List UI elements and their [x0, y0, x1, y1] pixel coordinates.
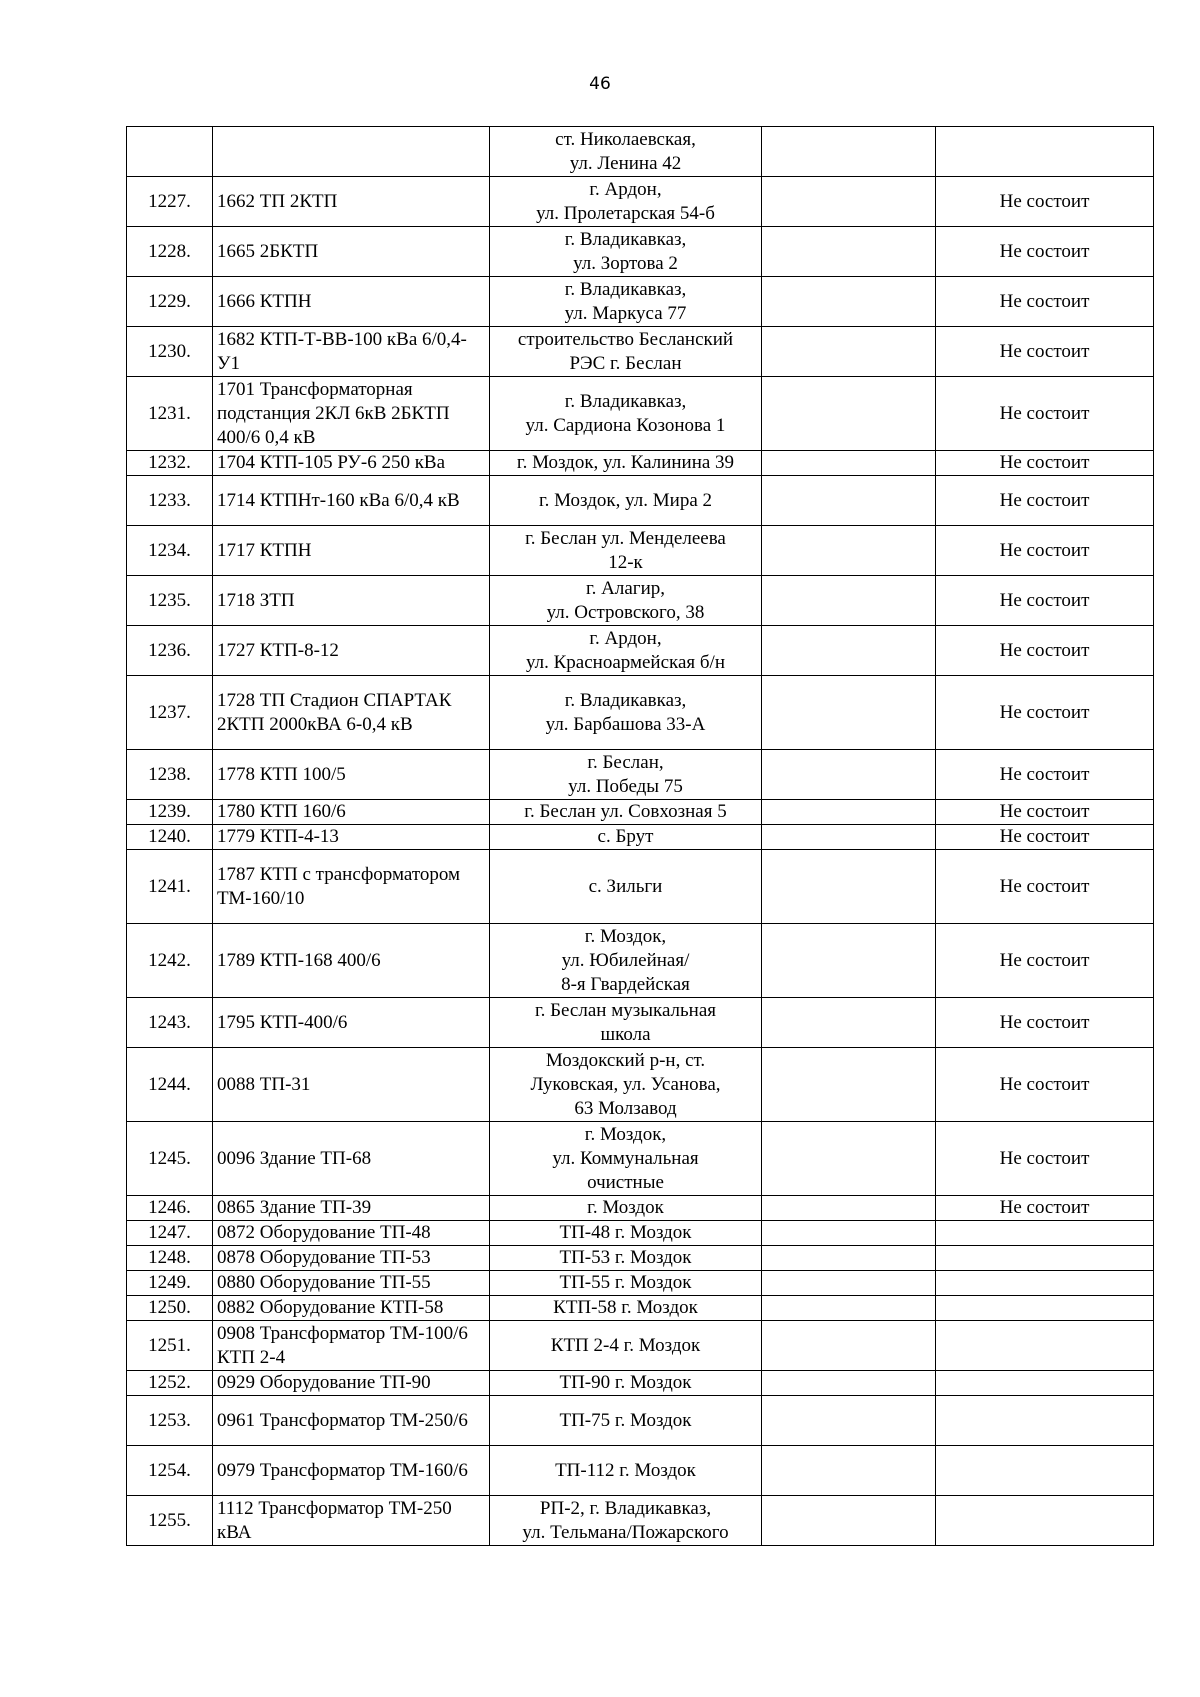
row-number: 1247.	[127, 1221, 213, 1246]
object-address: г. Беслан ул. Менделеева 12-к	[490, 526, 762, 576]
object-status: Не состоит	[936, 800, 1154, 825]
object-name: 1704 КТП-105 РУ-6 250 кВа	[213, 451, 490, 476]
row-number: 1239.	[127, 800, 213, 825]
object-status: Не состоит	[936, 476, 1154, 526]
object-address: г. Беслан, ул. Победы 75	[490, 750, 762, 800]
empty-cell	[762, 750, 936, 800]
object-address: г. Ардон, ул. Красноармейская б/н	[490, 626, 762, 676]
row-number: 1250.	[127, 1296, 213, 1321]
object-status: Не состоит	[936, 1122, 1154, 1196]
table-row	[127, 750, 1154, 800]
object-status: Не состоит	[936, 750, 1154, 800]
object-address: ТП-48 г. Моздок	[490, 1221, 762, 1246]
object-address: с. Зильги	[490, 850, 762, 924]
table-row	[127, 227, 1154, 277]
table-row	[127, 1321, 1154, 1371]
empty-cell	[762, 1221, 936, 1246]
table-row	[127, 676, 1154, 750]
table-row	[127, 800, 1154, 825]
table-row	[127, 850, 1154, 924]
object-name: 1718 ЗТП	[213, 576, 490, 626]
empty-cell	[762, 526, 936, 576]
object-name: 1714 КТПНт-160 кВа 6/0,4 кВ	[213, 476, 490, 526]
object-address: г. Моздок	[490, 1196, 762, 1221]
object-address: г. Владикавказ, ул. Маркуса 77	[490, 277, 762, 327]
table-row	[127, 1496, 1154, 1546]
empty-cell	[762, 1371, 936, 1396]
empty-cell	[762, 924, 936, 998]
object-name: 1780 КТП 160/6	[213, 800, 490, 825]
row-number: 1255.	[127, 1496, 213, 1546]
row-number: 1243.	[127, 998, 213, 1048]
table-row	[127, 526, 1154, 576]
object-name: 1787 КТП с трансформатором ТМ-160/10	[213, 850, 490, 924]
table-row	[127, 327, 1154, 377]
object-name: 0929 Оборудование ТП-90	[213, 1371, 490, 1396]
object-address: г. Моздок, ул. Мира 2	[490, 476, 762, 526]
row-number: 1244.	[127, 1048, 213, 1122]
object-address: г. Владикавказ, ул. Сардиона Козонова 1	[490, 377, 762, 451]
object-status	[936, 1246, 1154, 1271]
row-number: 1242.	[127, 924, 213, 998]
table-row	[127, 998, 1154, 1048]
row-number: 1251.	[127, 1321, 213, 1371]
empty-cell	[762, 998, 936, 1048]
table-row	[127, 1246, 1154, 1271]
object-address: г. Моздок, ул. Коммунальная очистные	[490, 1122, 762, 1196]
object-status: Не состоит	[936, 526, 1154, 576]
table-row	[127, 377, 1154, 451]
row-number: 1232.	[127, 451, 213, 476]
table-row	[127, 177, 1154, 227]
row-number: 1228.	[127, 227, 213, 277]
object-address: ст. Николаевская, ул. Ленина 42	[490, 127, 762, 177]
object-status: Не состоит	[936, 626, 1154, 676]
object-address: г. Владикавказ, ул. Зортова 2	[490, 227, 762, 277]
object-address: ТП-55 г. Моздок	[490, 1271, 762, 1296]
object-address: г. Беслан ул. Совхозная 5	[490, 800, 762, 825]
object-status: Не состоит	[936, 177, 1154, 227]
row-number: 1237.	[127, 676, 213, 750]
object-name: 0961 Трансформатор ТМ-250/6	[213, 1396, 490, 1446]
row-number: 1241.	[127, 850, 213, 924]
object-status: Не состоит	[936, 676, 1154, 750]
object-name: 0088 ТП-31	[213, 1048, 490, 1122]
empty-cell	[762, 1048, 936, 1122]
object-name: 1666 КТПН	[213, 277, 490, 327]
object-name: 0882 Оборудование КТП-58	[213, 1296, 490, 1321]
object-name: 1717 КТПН	[213, 526, 490, 576]
empty-cell	[762, 850, 936, 924]
object-address: КТП 2-4 г. Моздок	[490, 1321, 762, 1371]
object-name	[213, 127, 490, 177]
row-number: 1252.	[127, 1371, 213, 1396]
object-status: Не состоит	[936, 1048, 1154, 1122]
object-name: 1778 КТП 100/5	[213, 750, 490, 800]
table-row	[127, 1122, 1154, 1196]
empty-cell	[762, 800, 936, 825]
object-address: КТП-58 г. Моздок	[490, 1296, 762, 1321]
object-status: Не состоит	[936, 850, 1154, 924]
object-address: г. Алагир, ул. Островского, 38	[490, 576, 762, 626]
row-number: 1236.	[127, 626, 213, 676]
empty-cell	[762, 576, 936, 626]
row-number	[127, 127, 213, 177]
object-address: ТП-90 г. Моздок	[490, 1371, 762, 1396]
empty-cell	[762, 227, 936, 277]
object-status: Не состоит	[936, 227, 1154, 277]
object-name: 1682 КТП-Т-ВВ-100 кВа 6/0,4-У1	[213, 327, 490, 377]
object-name: 1662 ТП 2КТП	[213, 177, 490, 227]
table-row	[127, 1196, 1154, 1221]
object-address: строительство Бесланский РЭС г. Беслан	[490, 327, 762, 377]
empty-cell	[762, 676, 936, 750]
row-number: 1238.	[127, 750, 213, 800]
empty-cell	[762, 626, 936, 676]
table-row	[127, 476, 1154, 526]
row-number: 1246.	[127, 1196, 213, 1221]
object-status	[936, 1396, 1154, 1446]
object-name: 1112 Трансформатор ТМ-250 кВА	[213, 1496, 490, 1546]
object-name: 0880 Оборудование ТП-55	[213, 1271, 490, 1296]
row-number: 1240.	[127, 825, 213, 850]
row-number: 1253.	[127, 1396, 213, 1446]
object-status	[936, 127, 1154, 177]
object-name: 1789 КТП-168 400/6	[213, 924, 490, 998]
row-number: 1230.	[127, 327, 213, 377]
empty-cell	[762, 1122, 936, 1196]
object-name: 1779 КТП-4-13	[213, 825, 490, 850]
object-name: 0096 Здание ТП-68	[213, 1122, 490, 1196]
row-number: 1235.	[127, 576, 213, 626]
row-number: 1254.	[127, 1446, 213, 1496]
empty-cell	[762, 277, 936, 327]
object-status	[936, 1221, 1154, 1246]
empty-cell	[762, 1446, 936, 1496]
object-name: 1727 КТП-8-12	[213, 626, 490, 676]
object-status	[936, 1321, 1154, 1371]
object-status: Не состоит	[936, 576, 1154, 626]
row-number: 1245.	[127, 1122, 213, 1196]
empty-cell	[762, 1246, 936, 1271]
object-status: Не состоит	[936, 377, 1154, 451]
empty-cell	[762, 177, 936, 227]
object-name: 1701 Трансформаторная подстанция 2КЛ 6кВ 2БКТП 400/6 0,4 кВ	[213, 377, 490, 451]
table-row	[127, 1446, 1154, 1496]
table-row	[127, 1271, 1154, 1296]
object-address: г. Моздок, ул. Юбилейная/ 8-я Гвардейская	[490, 924, 762, 998]
table-row	[127, 1221, 1154, 1246]
object-name: 1665 2БКТП	[213, 227, 490, 277]
object-name: 1795 КТП-400/6	[213, 998, 490, 1048]
empty-cell	[762, 476, 936, 526]
table-row	[127, 277, 1154, 327]
object-status: Не состоит	[936, 277, 1154, 327]
empty-cell	[762, 1496, 936, 1546]
object-status	[936, 1371, 1154, 1396]
object-address: Моздокский р-н, ст. Луковская, ул. Усанова, 63 Молзавод	[490, 1048, 762, 1122]
object-name: 1728 ТП Стадион СПАРТАК 2КТП 2000кВА 6-0,4 кВ	[213, 676, 490, 750]
empty-cell	[762, 327, 936, 377]
object-address: с. Брут	[490, 825, 762, 850]
object-address: г. Владикавказ, ул. Барбашова 33-А	[490, 676, 762, 750]
row-number: 1231.	[127, 377, 213, 451]
table-row	[127, 626, 1154, 676]
object-name: 0865 Здание ТП-39	[213, 1196, 490, 1221]
object-status: Не состоит	[936, 998, 1154, 1048]
object-address: г. Ардон, ул. Пролетарская 54-б	[490, 177, 762, 227]
object-address: ТП-112 г. Моздок	[490, 1446, 762, 1496]
object-name: 0908 Трансформатор ТМ-100/6 КТП 2-4	[213, 1321, 490, 1371]
table-row	[127, 1296, 1154, 1321]
object-status: Не состоит	[936, 1196, 1154, 1221]
table-row	[127, 127, 1154, 177]
table-row	[127, 924, 1154, 998]
object-address: г. Моздок, ул. Калинина 39	[490, 451, 762, 476]
empty-cell	[762, 825, 936, 850]
object-address: г. Беслан музыкальная школа	[490, 998, 762, 1048]
empty-cell	[762, 451, 936, 476]
object-address: ТП-53 г. Моздок	[490, 1246, 762, 1271]
object-status	[936, 1271, 1154, 1296]
empty-cell	[762, 377, 936, 451]
table-row	[127, 1396, 1154, 1446]
row-number: 1229.	[127, 277, 213, 327]
object-address: РП-2, г. Владикавказ, ул. Тельмана/Пожарского	[490, 1496, 762, 1546]
object-name: 0878 Оборудование ТП-53	[213, 1246, 490, 1271]
row-number: 1249.	[127, 1271, 213, 1296]
object-status	[936, 1496, 1154, 1546]
object-name: 0872 Оборудование ТП-48	[213, 1221, 490, 1246]
page-number: 46	[589, 74, 611, 94]
object-status	[936, 1296, 1154, 1321]
object-status	[936, 1446, 1154, 1496]
empty-cell	[762, 1396, 936, 1446]
row-number: 1227.	[127, 177, 213, 227]
table-row	[127, 451, 1154, 476]
empty-cell	[762, 127, 936, 177]
object-status: Не состоит	[936, 924, 1154, 998]
row-number: 1234.	[127, 526, 213, 576]
registry-table	[126, 126, 1154, 1546]
empty-cell	[762, 1271, 936, 1296]
table-row	[127, 1048, 1154, 1122]
object-address: ТП-75 г. Моздок	[490, 1396, 762, 1446]
table-row	[127, 825, 1154, 850]
table-row	[127, 1371, 1154, 1396]
empty-cell	[762, 1321, 936, 1371]
object-status: Не состоит	[936, 825, 1154, 850]
table-row	[127, 576, 1154, 626]
object-status: Не состоит	[936, 327, 1154, 377]
row-number: 1233.	[127, 476, 213, 526]
object-status: Не состоит	[936, 451, 1154, 476]
empty-cell	[762, 1196, 936, 1221]
row-number: 1248.	[127, 1246, 213, 1271]
object-name: 0979 Трансформатор ТМ-160/6	[213, 1446, 490, 1496]
empty-cell	[762, 1296, 936, 1321]
